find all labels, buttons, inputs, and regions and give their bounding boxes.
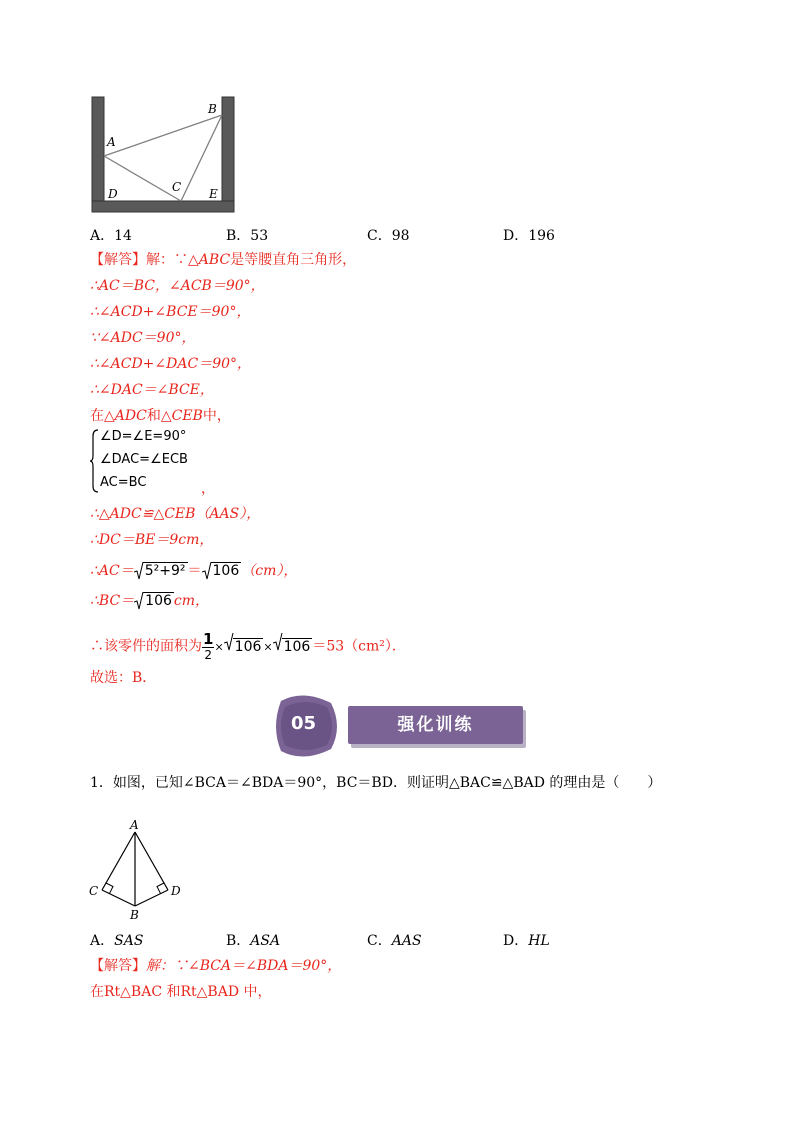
times: × (263, 640, 273, 654)
sqrt-expression (134, 591, 174, 611)
system-row-2: ∠DAC=∠ECB (100, 452, 188, 467)
text: 和△ (146, 408, 172, 424)
sqrt-icon (202, 562, 212, 580)
sqrt-expression (134, 561, 188, 581)
times: × (214, 640, 224, 654)
option-letter: C． (367, 933, 392, 949)
system-comma: ， (201, 481, 215, 497)
text: 解：∵∠BCA＝∠BDA＝90°， (146, 958, 342, 974)
text: ∴AC＝ (90, 563, 134, 579)
var: ADC (114, 408, 147, 424)
option-letter: B． (226, 228, 251, 244)
solution2-line-1: 在Rt△BAC 和Rt△BAD 中， (90, 984, 272, 1000)
denominator: 2 (204, 648, 213, 662)
q0-option-c[interactable] (367, 225, 410, 245)
segment-ac2 (102, 832, 135, 890)
segment-cb2 (102, 890, 135, 906)
radicand: 106 (234, 638, 262, 655)
solution-line-11 (90, 631, 406, 663)
system-row-3: AC=BC (100, 475, 147, 490)
option-text: 53 (250, 228, 269, 244)
solution-line-3: ∵∠ADC＝90°， (90, 330, 196, 346)
text: ∴该零件的面积为 (90, 638, 202, 655)
option-text: AAS (391, 933, 422, 949)
q1-option-a[interactable] (90, 930, 143, 950)
solution2-head (90, 956, 341, 976)
base-floor (92, 201, 234, 212)
option-text: ASA (250, 933, 281, 949)
q1-option-d[interactable] (503, 930, 550, 950)
text: 是等腰直角三角形， (230, 252, 357, 268)
segment-ad2 (135, 832, 168, 890)
option-letter: D． (503, 933, 529, 949)
text: （cm）， (241, 563, 298, 579)
option-text: 14 (114, 228, 132, 244)
option-letter: A． (90, 228, 115, 244)
numerator: 1 (203, 630, 214, 648)
var: CEB (171, 408, 203, 424)
left-wall (92, 97, 104, 205)
sqrt-icon (273, 633, 283, 651)
option-text: HL (528, 933, 550, 949)
option-letter: D． (503, 228, 529, 244)
segment-db2 (135, 890, 168, 906)
solution-line-5: ∴∠DAC＝∠BCE， (90, 382, 214, 398)
text: ∴BC＝ (90, 593, 135, 609)
question-1-text: 1．如图，已知∠BCA＝∠BDA＝90°，BC＝BD．则证明△BAC≌△BAD 的理由是（ ） (90, 775, 662, 791)
radicand: 106 (212, 563, 240, 579)
q1-option-c[interactable] (367, 930, 422, 950)
solution-line-6 (90, 406, 231, 426)
q0-option-d[interactable] (503, 225, 555, 245)
solution-line-2: ∴∠ACD+∠BCE＝90°， (90, 304, 251, 320)
solution-line-4: ∴∠ACD+∠DAC＝90°， (90, 356, 252, 372)
label-a2: A (130, 818, 139, 832)
section-title: 强化训练 (348, 706, 523, 744)
label-e: E (209, 187, 218, 201)
segment-ab (104, 115, 222, 156)
text: ＝ (187, 563, 202, 579)
text: ＝53（cm²）． (312, 638, 406, 655)
label-d2: D (171, 884, 181, 898)
sqrt-expression (224, 632, 264, 662)
solution-head (90, 250, 356, 270)
left-brace-icon (90, 428, 100, 494)
label-d: D (108, 187, 118, 201)
answer-tag: 【解答】 (90, 958, 146, 974)
fraction (202, 631, 214, 662)
q0-option-a[interactable] (90, 225, 132, 245)
label-b2: B (130, 908, 139, 922)
sqrt-icon (134, 562, 144, 580)
solution-line-7: ∴△ADC≌△CEB（AAS）， (90, 506, 261, 522)
option-letter: C． (367, 228, 392, 244)
figure-kite (85, 818, 185, 924)
text: 在△ (90, 408, 115, 424)
radicand: 106 (145, 593, 172, 609)
figure-channel-triangle (88, 94, 238, 216)
option-text: SAS (114, 933, 144, 949)
section-number: 05 (291, 713, 317, 734)
sqrt-expression (273, 632, 313, 662)
solution-line-12: 故选：B． (90, 670, 157, 686)
label-c: C (172, 180, 182, 194)
text: 解：∵△ (146, 252, 199, 268)
label-a: A (107, 135, 116, 149)
text: 中， (202, 408, 231, 424)
option-text: 196 (528, 228, 555, 244)
q0-option-b[interactable] (226, 225, 268, 245)
solution-line-10 (90, 591, 209, 611)
radicand: 106 (283, 638, 311, 655)
q1-option-b[interactable] (226, 930, 280, 950)
var: ABC (198, 252, 231, 268)
system-row-1: ∠D=∠E=90° (100, 429, 187, 444)
section-header (273, 693, 533, 763)
sqrt-expression (202, 561, 242, 581)
option-letter: B． (226, 933, 251, 949)
option-text: 98 (391, 228, 410, 244)
solution-line-9 (90, 561, 297, 581)
solution-line-1: ∴AC＝BC，∠ACB＝90°， (90, 278, 265, 294)
answer-tag: 【解答】 (90, 252, 146, 268)
radicand: 5²+9² (144, 563, 186, 579)
text: cm， (173, 593, 210, 609)
sqrt-icon (134, 592, 144, 610)
sqrt-icon (224, 633, 234, 651)
label-c2: C (89, 884, 99, 898)
option-letter: A． (90, 933, 115, 949)
label-b: B (208, 102, 217, 116)
right-wall (222, 97, 234, 205)
solution-line-8: ∴DC＝BE＝9cm， (90, 532, 214, 548)
